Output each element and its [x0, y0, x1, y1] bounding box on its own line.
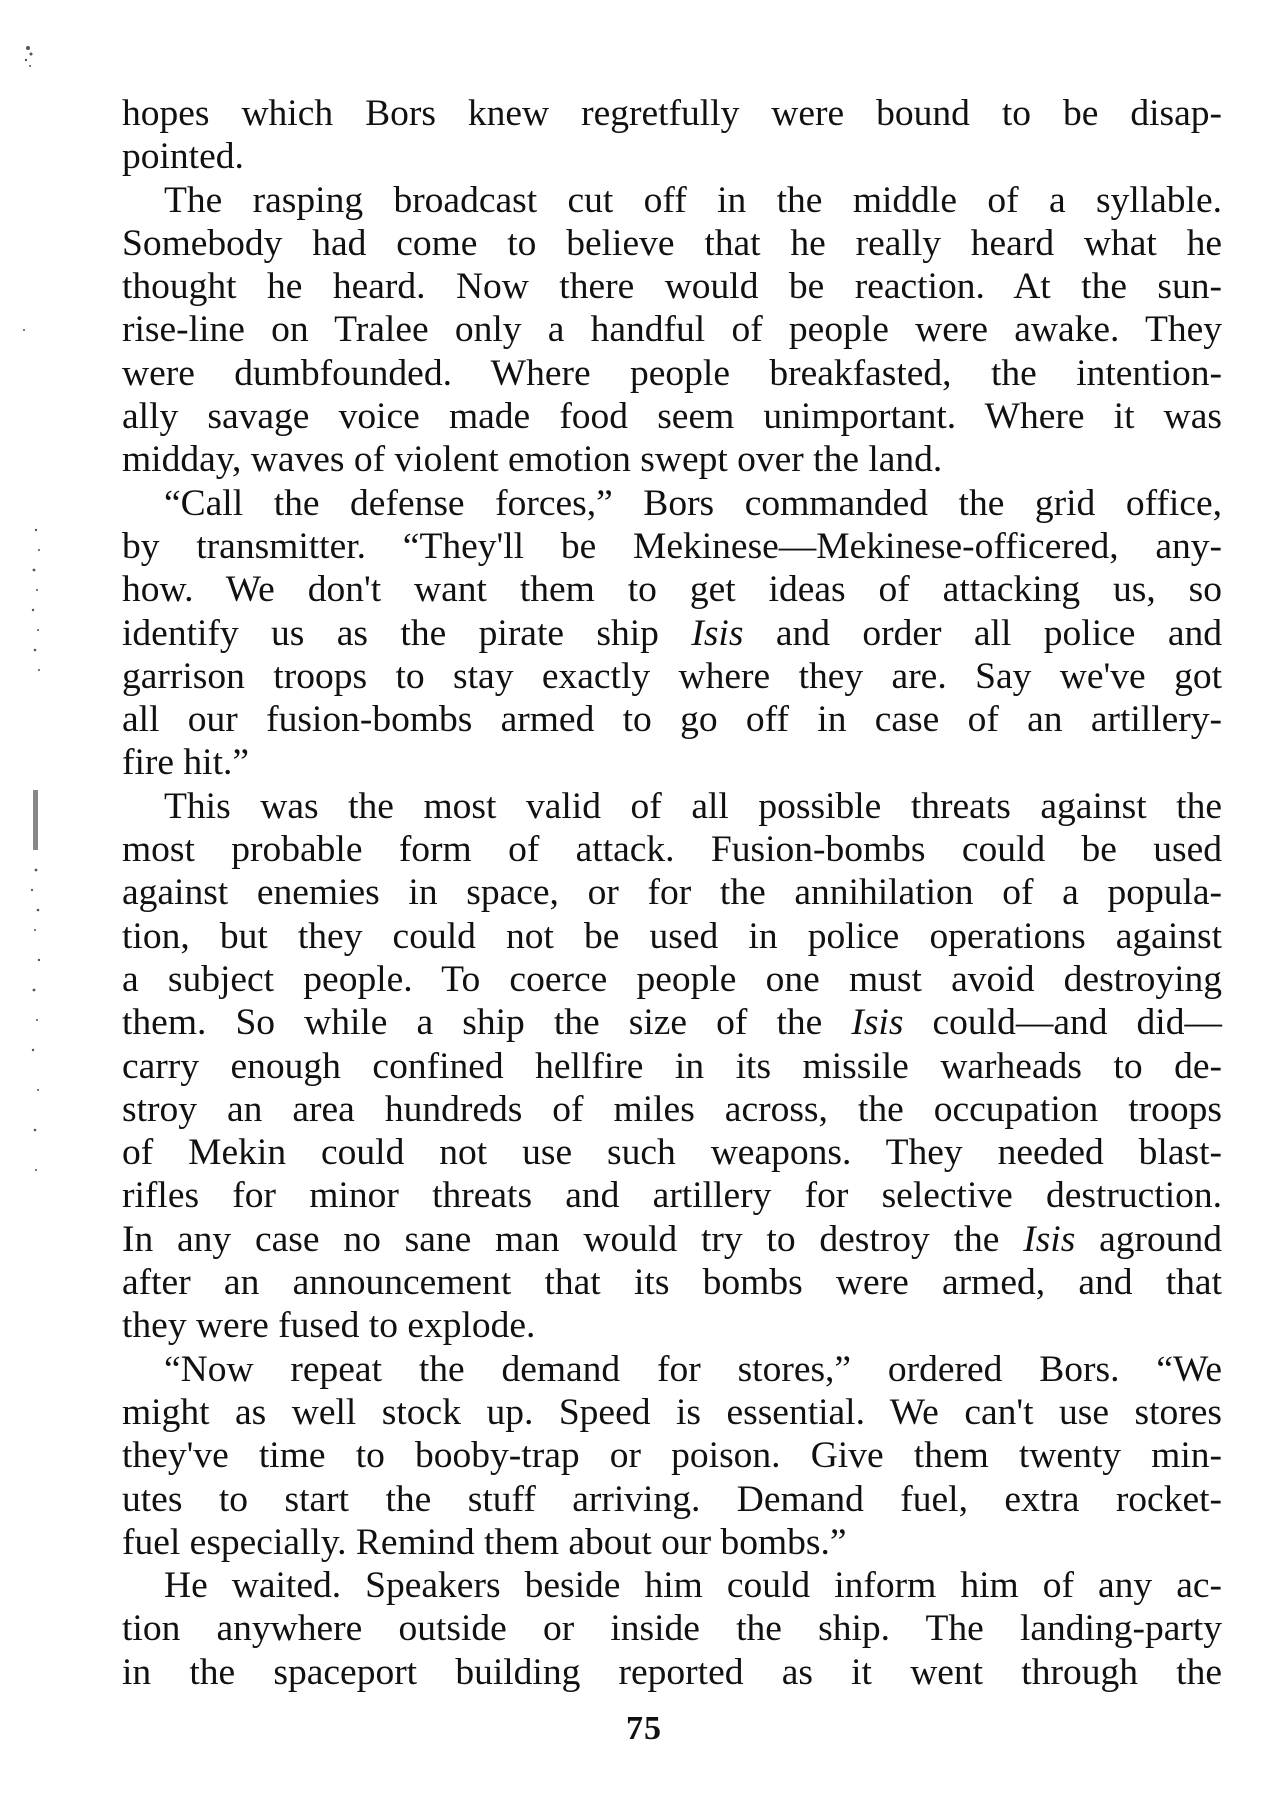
text-line: Somebody had come to believe that he really heard what he [122, 222, 1222, 264]
text-line: This was the most valid of all possible threats against the [164, 785, 1222, 827]
text-line: after an announcement that its bombs were armed, and that [122, 1262, 1222, 1304]
page-number: 75 [626, 1710, 662, 1747]
text-line: fuel especially. Remind them about our bombs.” [122, 1521, 847, 1563]
text-line: thought he heard. Now there would be reaction. At the sun- [122, 266, 1222, 308]
text-line: them. So while a ship the size of the Isis could—and did— [122, 1002, 1222, 1044]
text-line: “Call the defense forces,” Bors commanded the grid office, [164, 482, 1222, 524]
text-line: rifles for minor threats and artillery for selective destruction. [122, 1175, 1222, 1217]
text-line: pointed. [122, 136, 244, 178]
text-line: fire hit.” [122, 742, 250, 784]
text-line: The rasping broadcast cut off in the middle of a syllable. [164, 179, 1222, 221]
text-line: most probable form of attack. Fusion-bombs could be used [122, 829, 1222, 871]
text-line: tion anywhere outside or inside the ship. The landing-party [122, 1608, 1222, 1650]
text-line: “Now repeat the demand for stores,” ordered Bors. “We [164, 1348, 1222, 1390]
text-line: He waited. Speakers beside him could inform him of any ac- [164, 1565, 1222, 1607]
ship-name: Isis [851, 1002, 904, 1044]
text-line: midday, waves of violent emotion swept over the land. [122, 439, 943, 481]
text-line: in the spaceport building reported as it went through the [122, 1651, 1222, 1693]
text-line: they were fused to explode. [122, 1305, 536, 1347]
text-line: stroy an area hundreds of miles across, the occupation troops [122, 1088, 1222, 1130]
text-line: rise-line on Tralee only a handful of people were awake. They [122, 309, 1222, 351]
text-line: ally savage voice made food seem unimportant. Where it was [122, 396, 1222, 438]
text-line: by transmitter. “They'll be Mekinese—Mekinese-officered, any- [122, 525, 1222, 567]
text-line: might as well stock up. Speed is essential. We can't use stores [122, 1391, 1222, 1433]
text-line: all our fusion-bombs armed to go off in case of an artillery- [122, 699, 1222, 741]
text-line: carry enough confined hellfire in its missile warheads to de- [122, 1045, 1222, 1087]
text-line: they've time to booby-trap or poison. Give them twenty min- [122, 1435, 1222, 1477]
text-line: of Mekin could not use such weapons. They needed blast- [122, 1132, 1222, 1174]
text-line: identify us as the pirate ship Isis and order all police and [122, 612, 1222, 654]
ship-name: Isis [691, 612, 744, 654]
body-text [122, 92, 1222, 1694]
text-line: utes to start the stuff arriving. Demand fuel, extra rocket- [122, 1478, 1222, 1520]
text-line: hopes which Bors knew regretfully were bound to be disap- [122, 93, 1222, 134]
text-line: tion, but they could not be used in police operations against [122, 915, 1222, 957]
text-line: garrison troops to stay exactly where they are. Say we've got [122, 655, 1222, 697]
text-line: how. We don't want them to get ideas of attacking us, so [122, 569, 1222, 611]
scan-edge-speckle [6, 30, 46, 1210]
text-line: In any case no sane man would try to destroy the Isis aground [122, 1218, 1222, 1260]
text-line: against enemies in space, or for the annihilation of a popula- [122, 872, 1222, 914]
text-line: a subject people. To coerce people one must avoid destroying [122, 958, 1222, 1000]
ship-name: Isis [1023, 1218, 1076, 1260]
text-line: were dumbfounded. Where people breakfasted, the intention- [122, 352, 1222, 394]
